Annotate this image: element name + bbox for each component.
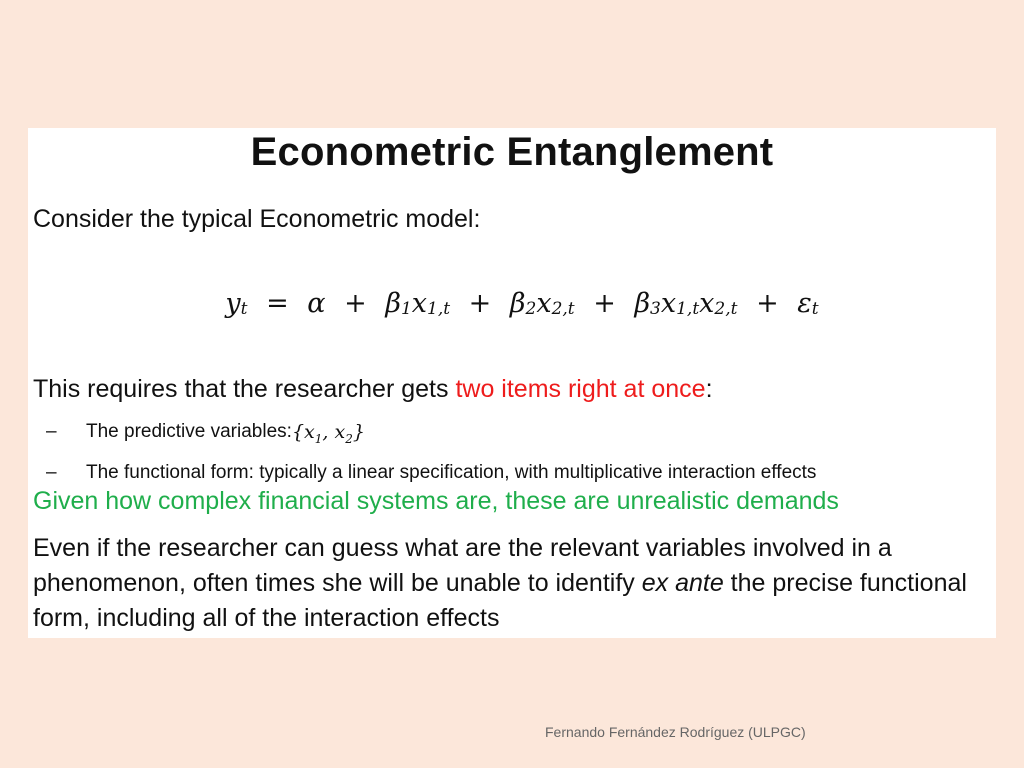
conclusion-text-before: Even if the researcher can guess what are the relevant variables involved in a phenomenon, often times she will be unable to identify [33,534,892,597]
requirement-text-before: This requires that the researcher gets [33,375,456,403]
set-comma: , [322,421,335,443]
equation-plus: + [468,288,492,319]
bullet-dash: – [46,461,57,483]
equation-x1: x [660,288,677,319]
slide-card [28,128,996,638]
equation-y-subscript: t [240,299,248,319]
equation-plus: + [593,288,616,319]
bullet-dash: – [46,421,57,442]
bullet-functional-form-text: The functional form: typically a linear specification, with multiplicative interaction effects [86,461,817,483]
econometric-equation [28,286,996,322]
equation-plus: + [344,288,367,319]
equation-beta3-subscript: 3 [650,299,661,319]
set-x1: x [304,421,315,443]
bullet-predictive-label: The predictive variables: [86,421,292,442]
equation-x2-subscript: 2,t [551,299,575,319]
bullet-functional-form [46,456,816,490]
set-x1-subscript: 1 [314,431,323,446]
footer-author: Fernando Fernández Rodríguez (ULPGC) [545,724,806,740]
equation-x2-subscript: 2,t [714,299,738,319]
equation-epsilon: ε [797,288,812,319]
equation-plus: + [756,288,779,319]
equation-y: y [225,288,241,319]
requirement-text [33,374,713,404]
equation-beta3: β [634,288,651,319]
equation-x2: x [536,288,552,319]
equation-x1: x [411,288,428,319]
equation-beta2-subscript: 2 [525,299,537,319]
equation-beta1-subscript: 1 [400,299,412,319]
equation-beta1: β [385,288,401,319]
equation-x2: x [699,288,715,319]
conclusion-ex-ante: ex ante [641,569,724,597]
conclusion-text-after: the precise functional form, including all of the interaction effects [33,569,967,632]
set-x2: x [334,421,346,443]
bullet-list [46,415,816,490]
conclusion-paragraph [33,531,993,636]
set-open-brace: { [291,421,305,443]
equation-beta2: β [509,288,526,319]
equation-equals: = [266,288,289,319]
equation-x1-subscript: 1,t [676,299,700,319]
intro-text: Consider the typical Econometric model: [33,205,481,233]
requirement-text-after: : [705,375,713,403]
equation-alpha: α [307,288,326,319]
slide-title: Econometric Entanglement [250,130,774,174]
bullet-predictive-variables [46,415,816,456]
set-close-brace: } [352,421,365,443]
equation-x1-subscript: 1,t [427,299,451,319]
bullet-variable-set [292,415,365,456]
unrealistic-demands-text: Given how complex financial systems are, these are unrealistic demands [33,487,839,515]
requirement-highlight: two items right at once [455,375,706,403]
set-x2-subscript: 2 [345,431,353,446]
equation-epsilon-subscript: t [811,299,819,319]
